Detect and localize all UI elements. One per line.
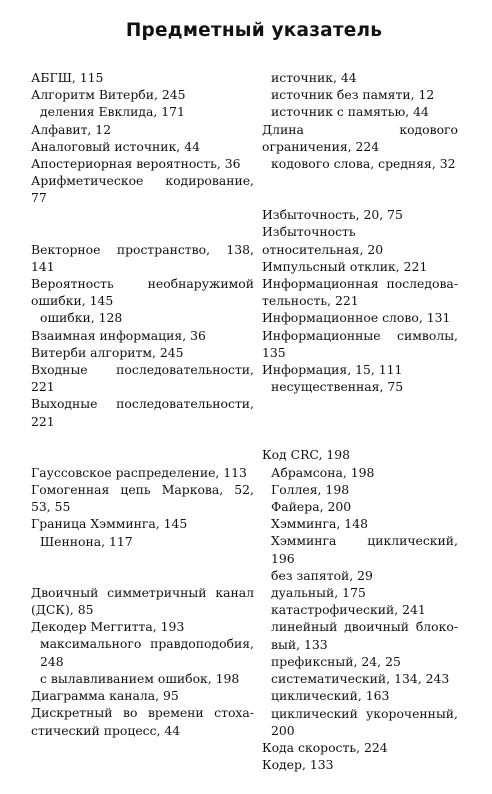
index-entry: Взаимная информация, 36 xyxy=(31,327,206,343)
index-subentry: источник, 44 xyxy=(271,70,357,85)
index-subentry: Абрамсона, 198 xyxy=(271,464,375,480)
index-subentry: Файера, 200 xyxy=(271,499,352,515)
index-entry: Алфавит, 12 xyxy=(31,121,112,137)
index-entry: Двоичный симметричный канал (ДСК), 85 xyxy=(31,584,254,618)
index-entry: Векторное пространство, 138, 141 xyxy=(31,241,254,274)
index-entry: Арифметическое кодирование, 77 xyxy=(31,173,254,206)
index-entry: Импульсный отклик, 221 xyxy=(262,258,428,274)
index-subentry: кодового слова, средняя, 32 xyxy=(271,156,456,172)
index-entry: Избыточность, 20, 75 xyxy=(262,207,403,223)
index-entry: Граница Хэмминга, 145 xyxy=(31,516,188,532)
page-title: Предметный указатель xyxy=(125,20,383,41)
index-entry: Кодер, 133 xyxy=(262,757,334,773)
index-entry: Декодер Меггитта, 193 xyxy=(31,619,185,635)
index-subentry: префиксный, 24, 25 xyxy=(271,653,401,669)
index-entry: Алгоритм Витерби, 245 xyxy=(31,87,186,103)
index-subentry: без запятой, 29 xyxy=(271,567,373,583)
index-entry: Гомогенная цепь Маркова, 52, 53, 55 xyxy=(31,482,254,515)
index-entry: Вероятность необнаружимой ошибки, 145 xyxy=(31,276,254,309)
group-spacer xyxy=(31,207,254,241)
index-entry: Входные последовательности, 221 xyxy=(31,362,254,395)
index-entry: Информационное слово, 131 xyxy=(262,310,451,326)
index-entry: Аналоговый источник, 44 xyxy=(31,138,200,154)
index-subentry: несущественная, 75 xyxy=(271,379,404,395)
group-spacer xyxy=(31,430,254,464)
index-entry: Кода скорость, 224 xyxy=(262,739,388,755)
index-entry: Избыточность относительная, 20 xyxy=(262,224,384,257)
index-subentry: Голлея, 198 xyxy=(271,481,350,497)
index-entry: Витерби алгоритм, 245 xyxy=(31,344,184,360)
index-subentry: линейный двоичный блоковый, 133 xyxy=(271,619,458,652)
index-subentry: Хэмминга циклический, 196 xyxy=(271,533,458,566)
index-subentry: Шеннона, 117 xyxy=(40,533,133,549)
index-subentry: систематический, 134, 243 xyxy=(271,671,450,687)
index-subentry: максимального правдоподобия, 248 xyxy=(40,636,254,669)
index-subentry: дуальный, 175 xyxy=(271,585,366,601)
group-spacer xyxy=(262,172,458,206)
index-column-left xyxy=(31,69,254,739)
index-subentry: катастрофический, 241 xyxy=(271,602,426,618)
index-subentry: циклический, 163 xyxy=(271,688,390,704)
index-entry: Выходные последовательности, 221 xyxy=(31,396,254,429)
index-entry: Информация, 15, 111 xyxy=(262,362,403,378)
index-subentry: ошибки, 128 xyxy=(40,310,123,326)
index-entry: Информационные символы, 135 xyxy=(262,327,458,360)
index-entry: Дискретный во времени стохастический процесс, 44 xyxy=(31,705,254,738)
index-entry: Гауссовское распределение, 113 xyxy=(31,464,247,480)
group-spacer xyxy=(31,550,254,584)
index-entry: Длина кодового ограничения, 224 xyxy=(262,121,458,154)
index-subentry: с вылавливанием ошибок, 198 xyxy=(40,670,240,686)
index-entry: Диаграмма канала, 95 xyxy=(31,688,179,704)
index-entry: Апостериорная вероятность, 36 xyxy=(31,156,241,172)
index-subentry: источник без памяти, 12 xyxy=(271,87,435,103)
index-entry: Информационная последовательность, 221 xyxy=(262,276,458,309)
index-subentry: деления Евклида, 171 xyxy=(40,104,185,120)
index-subentry: циклический укороченный, 200 xyxy=(271,705,458,738)
group-spacer xyxy=(262,395,458,446)
index-subentry: Хэмминга, 148 xyxy=(271,516,368,532)
index-entry: Код CRC, 198 xyxy=(262,447,350,463)
index-entry: АБГШ, 115 xyxy=(31,70,104,85)
index-subentry: источник с памятью, 44 xyxy=(271,104,429,120)
index-column-right xyxy=(262,69,458,773)
